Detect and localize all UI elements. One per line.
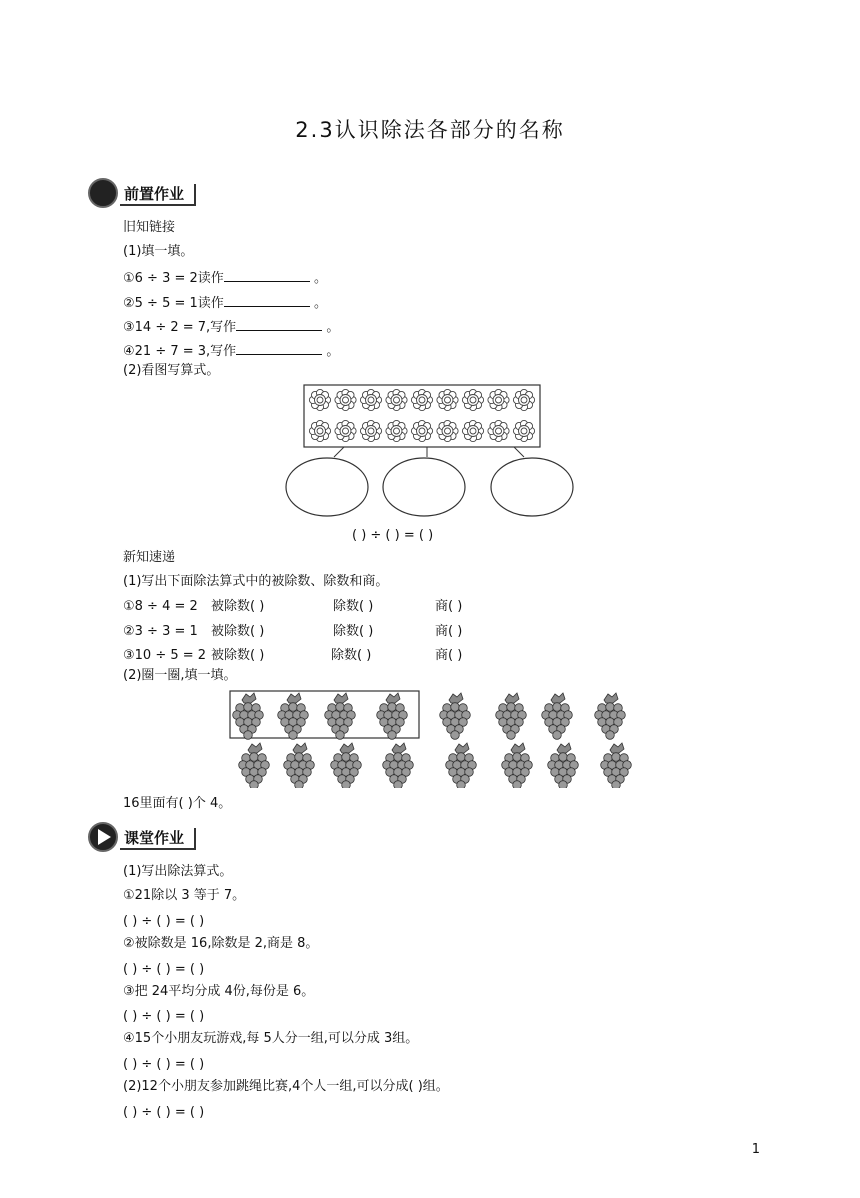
flower-icon [462, 420, 483, 441]
s2-q1-title: (1)写出除法算式。 [123, 864, 233, 879]
grape-icon [233, 693, 264, 739]
group-oval [491, 458, 573, 516]
grape-icon [284, 743, 315, 788]
q3-title: (1)写出下面除法算式中的被除数、除数和商。 [123, 574, 389, 589]
grape-icon [496, 693, 527, 739]
grape-icon [601, 743, 632, 788]
s2-q1-item: ①21除以 3 等于 7。 [123, 888, 246, 903]
old-knowledge-heading: 旧知链接 [123, 220, 176, 235]
grape-icon [502, 743, 533, 788]
flower-icon [513, 389, 534, 410]
flower-icon [386, 389, 407, 410]
grape-icon [542, 693, 573, 739]
flower-icon [437, 389, 458, 410]
q1-title: (1)填一填。 [123, 244, 194, 259]
flower-icon [360, 420, 381, 441]
section-badge-label: 前置作业 [120, 184, 196, 206]
page-number: 1 [751, 1142, 760, 1157]
new-knowledge-heading: 新知速递 [123, 550, 176, 565]
q3-row: ①8 ÷ 4 = 2 被除数( ) 除数( ) 商( ) [123, 599, 463, 614]
q4-answer: 16里面有( )个 4。 [123, 796, 232, 811]
swirl-icon [88, 178, 118, 208]
s2-q1-item: ②被除数是 16,除数是 2,商是 8。 [123, 936, 319, 951]
s2-q2-text: (2)12个小朋友参加跳绳比赛,4个人一组,可以分成( )组。 [123, 1079, 449, 1094]
grape-icon [548, 743, 579, 788]
group-oval [286, 458, 368, 516]
flower-icon [411, 420, 432, 441]
q4-title: (2)圈一圈,填一填。 [123, 668, 237, 683]
answer-blank[interactable] [236, 318, 322, 331]
flower-icon [513, 420, 534, 441]
s2-q1-formula: ( ) ÷ ( ) = ( ) [123, 914, 205, 929]
flower-icon [488, 420, 509, 441]
flower-icon [462, 389, 483, 410]
s2-q2-formula: ( ) ÷ ( ) = ( ) [123, 1105, 205, 1120]
flower-icon [360, 389, 381, 410]
flower-icon [309, 420, 330, 441]
answer-blank[interactable] [224, 294, 310, 307]
play-icon [88, 822, 118, 852]
flower-icon [488, 389, 509, 410]
q3-row: ③10 ÷ 5 = 2 被除数( ) 除数( ) 商( ) [123, 648, 463, 663]
s2-q1-formula: ( ) ÷ ( ) = ( ) [123, 1009, 205, 1024]
q2-title: (2)看图写算式。 [123, 363, 220, 378]
grapes-figure [226, 688, 636, 788]
q1-item: ③14 ÷ 2 = 7,写作 。 [123, 320, 340, 335]
flower-icon [411, 389, 432, 410]
q1-item: ②5 ÷ 5 = 1读作 。 [123, 296, 327, 311]
page-title: 2.3认识除法各部分的名称 [295, 118, 565, 142]
section-badge-label: 课堂作业 [120, 828, 196, 850]
grape-icon [278, 693, 309, 739]
grape-icon [595, 693, 626, 739]
grape-icon [331, 743, 362, 788]
q1-item: ①6 ÷ 3 = 2读作 。 [123, 271, 327, 286]
flower-icon [386, 420, 407, 441]
grape-icon [239, 743, 270, 788]
group-oval [383, 458, 465, 516]
flower-icon [335, 420, 356, 441]
flower-icon [335, 389, 356, 410]
q1-item: ④21 ÷ 7 = 3,写作 。 [123, 344, 340, 359]
answer-blank[interactable] [224, 269, 310, 282]
grape-icon [377, 693, 408, 739]
answer-blank[interactable] [236, 342, 322, 355]
s2-q1-formula: ( ) ÷ ( ) = ( ) [123, 1057, 205, 1072]
s2-q1-item: ④15个小朋友玩游戏,每 5人分一组,可以分成 3组。 [123, 1031, 419, 1046]
flower-icon [309, 389, 330, 410]
grape-icon [440, 693, 471, 739]
q3-row: ②3 ÷ 3 = 1 被除数( ) 除数( ) 商( ) [123, 624, 463, 639]
s2-q1-formula: ( ) ÷ ( ) = ( ) [123, 962, 205, 977]
flower-icon [437, 420, 458, 441]
s2-q1-item: ③把 24平均分成 4份,每份是 6。 [123, 984, 315, 999]
grape-icon [446, 743, 477, 788]
grape-icon [383, 743, 414, 788]
q2-formula: ( ) ÷ ( ) = ( ) [352, 528, 434, 543]
flowers-figure [284, 384, 578, 518]
grape-icon [325, 693, 356, 739]
